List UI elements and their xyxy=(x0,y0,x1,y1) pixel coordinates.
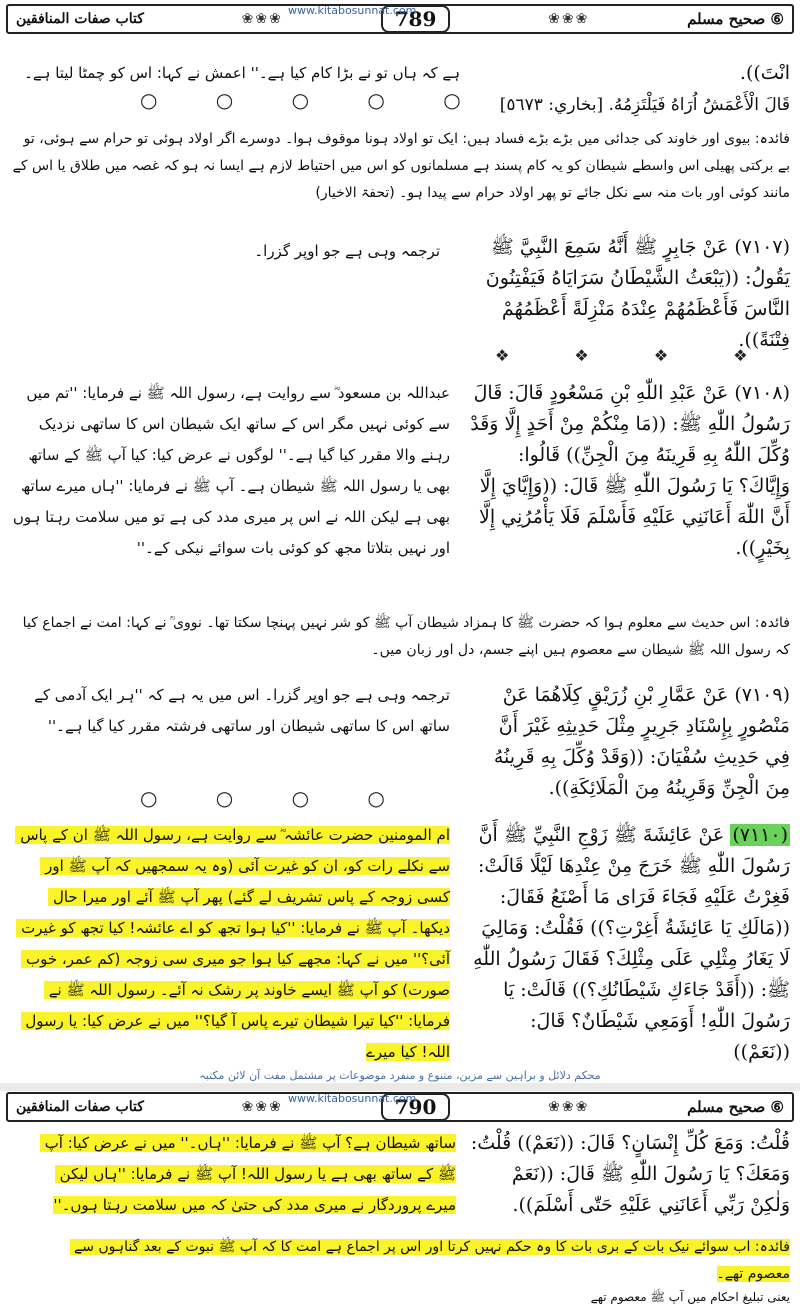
site-url[interactable]: www.kitabosunnat.com xyxy=(288,4,417,17)
page-number: 790 xyxy=(381,1093,451,1121)
ornament: ❀❀❀ xyxy=(548,11,590,27)
hadith-7110-urdu-cont xyxy=(36,1128,456,1221)
book-title: صحیح مسلم ⑥ xyxy=(687,1098,784,1116)
ornament: ❀❀❀ xyxy=(241,11,283,27)
ornament: ❀❀❀ xyxy=(548,1099,590,1115)
urdu-continuation: ہے کہ ہاں تو نے بڑا کام کیا ہے۔'' اعمش نے کہا: اس کو چمٹا لیتا ہے۔ xyxy=(24,64,460,82)
cut-off-line: یعنی تبلیغ احکام میں آپ ﷺ معصوم تھے xyxy=(590,1290,790,1304)
hadith-7110-arabic: (٧١١٠) عَنْ عَائِشَةَ ﷺ زَوْجِ النَّبِيِّ ﷺ أَنَّ رَسُولَ اللّٰهِ ﷺ خَرَجَ مِنْ عِنْدِهَا لَيْلًا قَالَتْ: فَغِرْتُ عَلَيْهِ فَجَاءَ فَرَاى مَا أَصْنَعُ فَقَالَ: ((مَالَكِ يَا عَائِشَةُ أَغِرْتِ؟)) فَقُلْتُ: وَمَالِيَ لَا يَغَارُ مِثْلِي عَلَى مِثْلِكَ؟ فَقَالَ رَسُولُ اللّٰهِ ﷺ: ((أَقَدْ جَاءَكِ شَيْطَانُكِ؟)) قَالَتْ: يَا رَسُولَ اللّٰهِ! أَوَمَعِي شَيْطَانٌ؟ قَالَ: ((نَعَمْ)) xyxy=(467,824,790,1063)
arabic-continuation: انْتَ)). xyxy=(739,62,790,84)
faida-note: فائدہ: بیوی اور خاوند کی جدائی میں بڑے بڑے فساد ہیں: ایک تو اولاد ہونا موقوف ہوا۔ دوسرے اگر اولاد ہوئی تو حرام سے ہوئی، تو بے برکتی پھیلی اس واسطے شیطان کو یہ کام پسند ہے مسلمانوں کو اس میں احتیاط لازم ہے ایسا نہ ہو کہ غصہ میں طلاق یا اس کے مانند کوئی اور بات منہ سے نکل جائے تو پھر اولاد حرام سے پیدا ہو۔ (تحفۃ الاخیار) xyxy=(8,131,790,201)
page-header xyxy=(6,4,794,34)
hadith-7108-arabic: (٧١٠٨) عَنْ عَبْدِ اللّٰهِ بْنِ مَسْعُودٍ قَالَ: قَالَ رَسُولُ اللّٰهِ ﷺ: ((مَا مِنْكُمْ مِنْ أَحَدٍ إِلَّا وَقَدْ وُكِّلَ اللّٰهُ بِهِ قَرِينَهُ مِنَ الْجِنِّ)) قَالُوا: وَإِيَّاكَ؟ يَا رَسُولَ اللّٰهِ ﷺ قَالَ: ((وَإِيَّايَ إِلَّا أَنَّ اللّٰهَ أَعَانَنِي عَلَيْهِ فَأَسْلَمَ فَلَا يَأْمُرُنِي إِلَّا بِخَيْرٍ)). xyxy=(464,382,790,559)
page-header xyxy=(6,1092,794,1122)
hadith-7108-urdu: عبداللہ بن مسعود ؓ سے روایت ہے، رسول اللہ ﷺ نے فرمایا: ''تم میں سے کوئی نہیں مگر اس کے ساتھ ایک شیطان اس کا ساتھی نزدیک رہنے والا مقرر کیا گیا ہے۔'' لوگوں نے عرض کیا: کیا آپ ﷺ کے ساتھ بھی یا رسول اللہ ﷺ شیطان ہے۔ آپ ﷺ نے فرمایا: ''ہاں میرے ساتھ بھی ہے لیکن اللہ نے اس پر میری مدد کی ہے تو میں سلامت رہتا ہوں اور نہیں بتلاتا مجھ کو کوئی بات سوائے نیکی کے۔'' xyxy=(8,384,450,557)
faida-note: فائدہ: اس حدیث سے معلوم ہوا کہ حضرت ﷺ کا ہمزاد شیطان آپ ﷺ کو شر نہیں پہنچا سکتا تھا۔ نووی ؒ نے کہا: امت نے اجماع کیا کہ رسول اللہ ﷺ شیطان سے معصوم ہیں اپنے جسم، دل اور زبان میں۔ xyxy=(18,615,790,658)
chapter-title: کتاب صفات المنافقین xyxy=(16,1099,144,1115)
site-footer-banner: محکم دلائل و براہین سے مزین، متنوع و منفرد موضوعات پر مشتمل مفت آن لائن مکتبہ xyxy=(0,1068,800,1084)
hadith-7107-arabic: (٧١٠٧) عَنْ جَابِرٍ ﷺ أَنَّهُ سَمِعَ النَّبِيَّ ﷺ يَقُولُ: ((يَبْعَثُ الشَّيْطَانُ سَرَايَاهُ فَيَفْتِنُونَ النَّاسَ فَأَعْظَمُهُمْ عِنْدَهُ مَنْزِلَةً أَعْظَمُهُمْ فِتْنَةً)). xyxy=(479,236,790,351)
hadith-7109-urdu: ترجمہ وہی ہے جو اوپر گزرا۔ اس میں یہ ہے کہ ''ہر ایک آدمی کے ساتھ اس کا ساتھی شیطان اور ساتھی فرشتہ مقرر کیا گیا ہے۔'' xyxy=(29,686,450,735)
hadith-7107-urdu: ترجمہ وہی ہے جو اوپر گزرا۔ xyxy=(254,242,440,260)
hadith-7110-urdu xyxy=(10,820,450,1068)
page-790 xyxy=(0,1088,800,1315)
ornament: ❀❀❀ xyxy=(241,1099,283,1115)
page-number: 789 xyxy=(381,5,451,33)
highlighted-translation: ام المومنین حضرت عائشہ ؓ سے روایت ہے، رسول اللہ ﷺ ان کے پاس سے نکلے رات کو، ان کو غیرت آئی (وہ یہ سمجھیں کہ آپ ﷺ اور کسی زوجہ کے پاس تشریف لے گئے) پھر آپ ﷺ آئے اور میرا حال دیکھا۔ آپ ﷺ نے فرمایا: ''کیا ہوا تجھ کو اے عائشہ! کیا تجھ کو غیرت آئی؟'' میں نے کہا: مجھے کیا ہوا جو میری سی زوجہ (کم عمر، خوب صورت) کو آپ ﷺ ایسے خاوند پر رشک نہ آئے۔ رسول اللہ ﷺ نے فرمایا: ''کیا تیرا شیطان تیرے پاس آ گیا؟'' میں نے عرض کیا: یا رسول اللہ! کیا میرے xyxy=(15,826,450,1061)
hadith-7110-arabic-cont: قُلْتُ: وَمَعَ كُلِّ إِنْسَانٍ؟ قَالَ: ((نَعَمْ)) قُلْتُ: وَمَعَكَ؟ يَا رَسُولَ اللّٰهِ ﷺ قَالَ: ((نَعَمْ وَلٰكِنْ رَبِّي أَعَانَنِي عَلَيْهِ حَتّٰى أَسْلَمَ)). xyxy=(464,1132,790,1216)
section-separator: ○ ○ ○ ○ ○ xyxy=(140,88,487,112)
chapter-title: کتاب صفات المنافقین xyxy=(16,11,144,27)
section-separator: ○ ○ ○ ○ xyxy=(140,786,411,810)
arabic-line: قَالَ الْأَعْمَشُ اُرَاهُ فَيَلْتَزِمُهُ. [بخاري: ٥٦٧٣] xyxy=(499,95,790,115)
book-title: صحیح مسلم ⑥ xyxy=(687,10,784,28)
faida-note xyxy=(40,1234,790,1288)
highlighted-hadith-number: (٧١١٠) xyxy=(732,824,788,846)
hadith-7109-arabic: (٧١٠٩) عَنْ عَمَّارِ بْنِ زُرَيْقٍ كِلَاهُمَا عَنْ مَنْصُورٍ بِإِسْنَادِ جَرِيرٍ مِثْلَ حَدِيثِهِ غَيْرَ أَنَّ فِي حَدِيثِ سُفْيَانَ: ((وَقَدْ وُكِّلَ بِهِ قَرِينُهُ مِنَ الْجِنِّ وَقَرِينُهُ مِنَ الْمَلَائِكَةِ)). xyxy=(487,684,790,799)
highlighted-translation: ساتھ شیطان ہے؟ آپ ﷺ نے فرمایا: ''ہاں۔'' میں نے عرض کیا: آپ ﷺ کے ساتھ بھی ہے یا رسول اللہ! آپ ﷺ نے فرمایا: ''ہاں لیکن میرے پروردگار نے میری مدد کی حتیٰ کہ میں سلامت رہتا ہوں۔'' xyxy=(39,1134,456,1214)
section-separator: ❖ ❖ ❖ ❖ xyxy=(495,346,778,365)
highlighted-faida: فائدہ: اب سوائے نیک بات کے بری بات کا وہ حکم نہیں کرتا اور اس پر اجماع ہے امت کا کہ آپ ﷺ نبوت کے بعد گناہوں سے معصوم تھے۔ xyxy=(69,1239,790,1282)
site-url[interactable]: www.kitabosunnat.com xyxy=(288,1092,417,1105)
